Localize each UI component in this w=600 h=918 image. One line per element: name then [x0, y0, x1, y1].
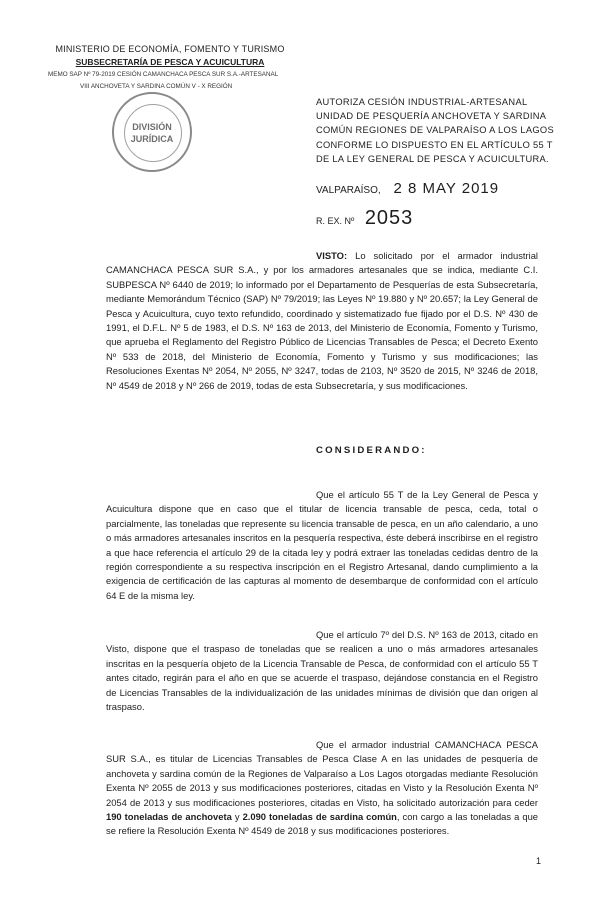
paragraph3-text-b: y	[231, 811, 243, 823]
considerando-paragraph-2: Que el artículo 7º del D.S. Nº 163 de 2013, citado en Visto, dispone que el traspaso de toneladas que se realicen a uno o más armadores artesanales inscritas en la pesquería objeto de la Licencia Transable de Pesca, de conformidad con el artículo 55 T antes citado, regirán para el año en que se acuerde el traspaso, dejándose constancia en el Registro de Licencias Transables de la individualización de las unidades mínimas de división que dan origen al traspaso.	[106, 629, 538, 713]
resolution-number	[316, 207, 413, 230]
paragraph3-sardina-tonnage: 2.090 toneladas de sardina común	[242, 811, 397, 823]
considerando-paragraph-1: Que el artículo 55 T de la Ley General de Pesca y Acuicultura dispone que en caso que el titular de licencia transable de pesca, ceda, total o parcialmente, las toneladas que represente su licencia transable de pesca, en un año calendario, a uno o más armadores artesanales inscritos en la pesquería respectiva, éste deberá inscribirse en el registro a que hace referencia el artículo 29 de la citada ley y podrá extraer las toneladas cedidas dentro de la región correspondiente a su respectiva inscripción en el Registro Artesanal, dando cumplimiento a la exigencia de certificación de las capturas al momento de desembarque de conformidad con el artículo 64 E de la misma ley.	[106, 489, 538, 601]
memo-reference-line-1: MEMO SAP Nº 79-2019 CESIÓN CAMANCHACA PESCA SUR S.A.-ARTESANAL	[48, 71, 279, 78]
date-stamp: 2 8 MAY 2019	[393, 180, 500, 197]
place-and-date	[316, 180, 499, 197]
visto-paragraph	[106, 249, 538, 393]
rex-label: R. EX. Nº	[316, 216, 355, 226]
place: VALPARAÍSO,	[316, 185, 381, 196]
division-juridica-stamp	[112, 92, 192, 172]
paragraph3-text-a: Que el armador industrial CAMANCHACA PESCA SUR S.A., es titular de Licencias Transables de Pesca Clase A en las unidades de pesquería de anchoveta y sardina común de la Regiones de Valparaíso a Los Lagos otorgadas mediante Resolución Exenta Nº 2055 de 2013 y sus modificaciones posteriores, citadas en Visto y la Resolución Exenta Nº 2054 de 2013 y sus modificaciones posteriores, citadas en Visto, ha solicitado autorización para ceder	[106, 739, 538, 808]
page-number: 1	[536, 856, 542, 866]
memo-reference-line-2: VIII ANCHOVETA Y SARDINA COMÚN V - X REGIÓN	[80, 83, 233, 90]
stamp-inner-ring	[124, 104, 182, 162]
considerando-heading: CONSIDERANDO:	[316, 445, 427, 456]
paragraph3-anchoveta-tonnage: 190 toneladas de anchoveta	[106, 811, 232, 823]
visto-text: Lo solicitado por el armador industrial CAMANCHACA PESCA SUR S.A., y por los armadores artesanales que se indica, mediante C.I. SUBPESCA Nº 6440 de 2019; lo informado por el Departamento de Pesquerías de esta Subsecretaría, mediante Memorándum Técnico (SAP) Nº 79/2019; las Leyes Nº 19.880 y Nº 20.657; la Ley General de Pesca y Acuicultura, cuyo texto refundido, coordinado y sistematizado fue fijado por el D.S. Nº 430 de 1991, el D.F.L. Nº 5 de 1983, el D.S. Nº 163 de 2013, del Ministerio de Economía, Fomento y Turismo, que aprueba el Reglamento del Registro Público de Licencias Transables de Pesca; el Decreto Exento Nº 533 de 2018, del Ministerio de Economía, Fomento y Turismo y sus modificaciones; las Resoluciones Exentas Nº 2054, Nº 2055, Nº 3247, todas de 2103, Nº 3520 de 2015, Nº 3246 de 2018, Nº 4549 de 2018 y Nº 266 de 2019, todas de esta Subsecretaría, y sus modificaciones.	[106, 250, 538, 391]
stamp-text-line-2: JURÍDICA	[130, 134, 174, 144]
subsecretaria-heading: SUBSECRETARÍA DE PESCA Y ACUICULTURA	[75, 57, 265, 67]
rex-number: 2053	[364, 207, 414, 229]
stamp-text-line-1: DIVISIÓN	[132, 122, 172, 132]
ministry-heading: MINISTERIO DE ECONOMÍA, FOMENTO Y TURISMO	[55, 44, 285, 54]
paragraph3-text-c: , con cargo a las toneladas a que se refiere la Resolución Exenta Nº 4549 de 2018 y sus modificaciones posteriores.	[106, 811, 538, 837]
visto-label: VISTO:	[316, 250, 348, 261]
resolution-title: AUTORIZA CESIÓN INDUSTRIAL-ARTESANAL UNIDAD DE PESQUERÍA ANCHOVETA Y SARDINA COMÚN REGIONES DE VALPARAÍSO A LOS LAGOS CONFORME LO DISPUESTO EN EL ARTÍCULO 55 T DE LA LEY GENERAL DE PESCA Y ACUICULTURA.	[316, 97, 554, 164]
considerando-paragraph-3	[106, 738, 538, 839]
